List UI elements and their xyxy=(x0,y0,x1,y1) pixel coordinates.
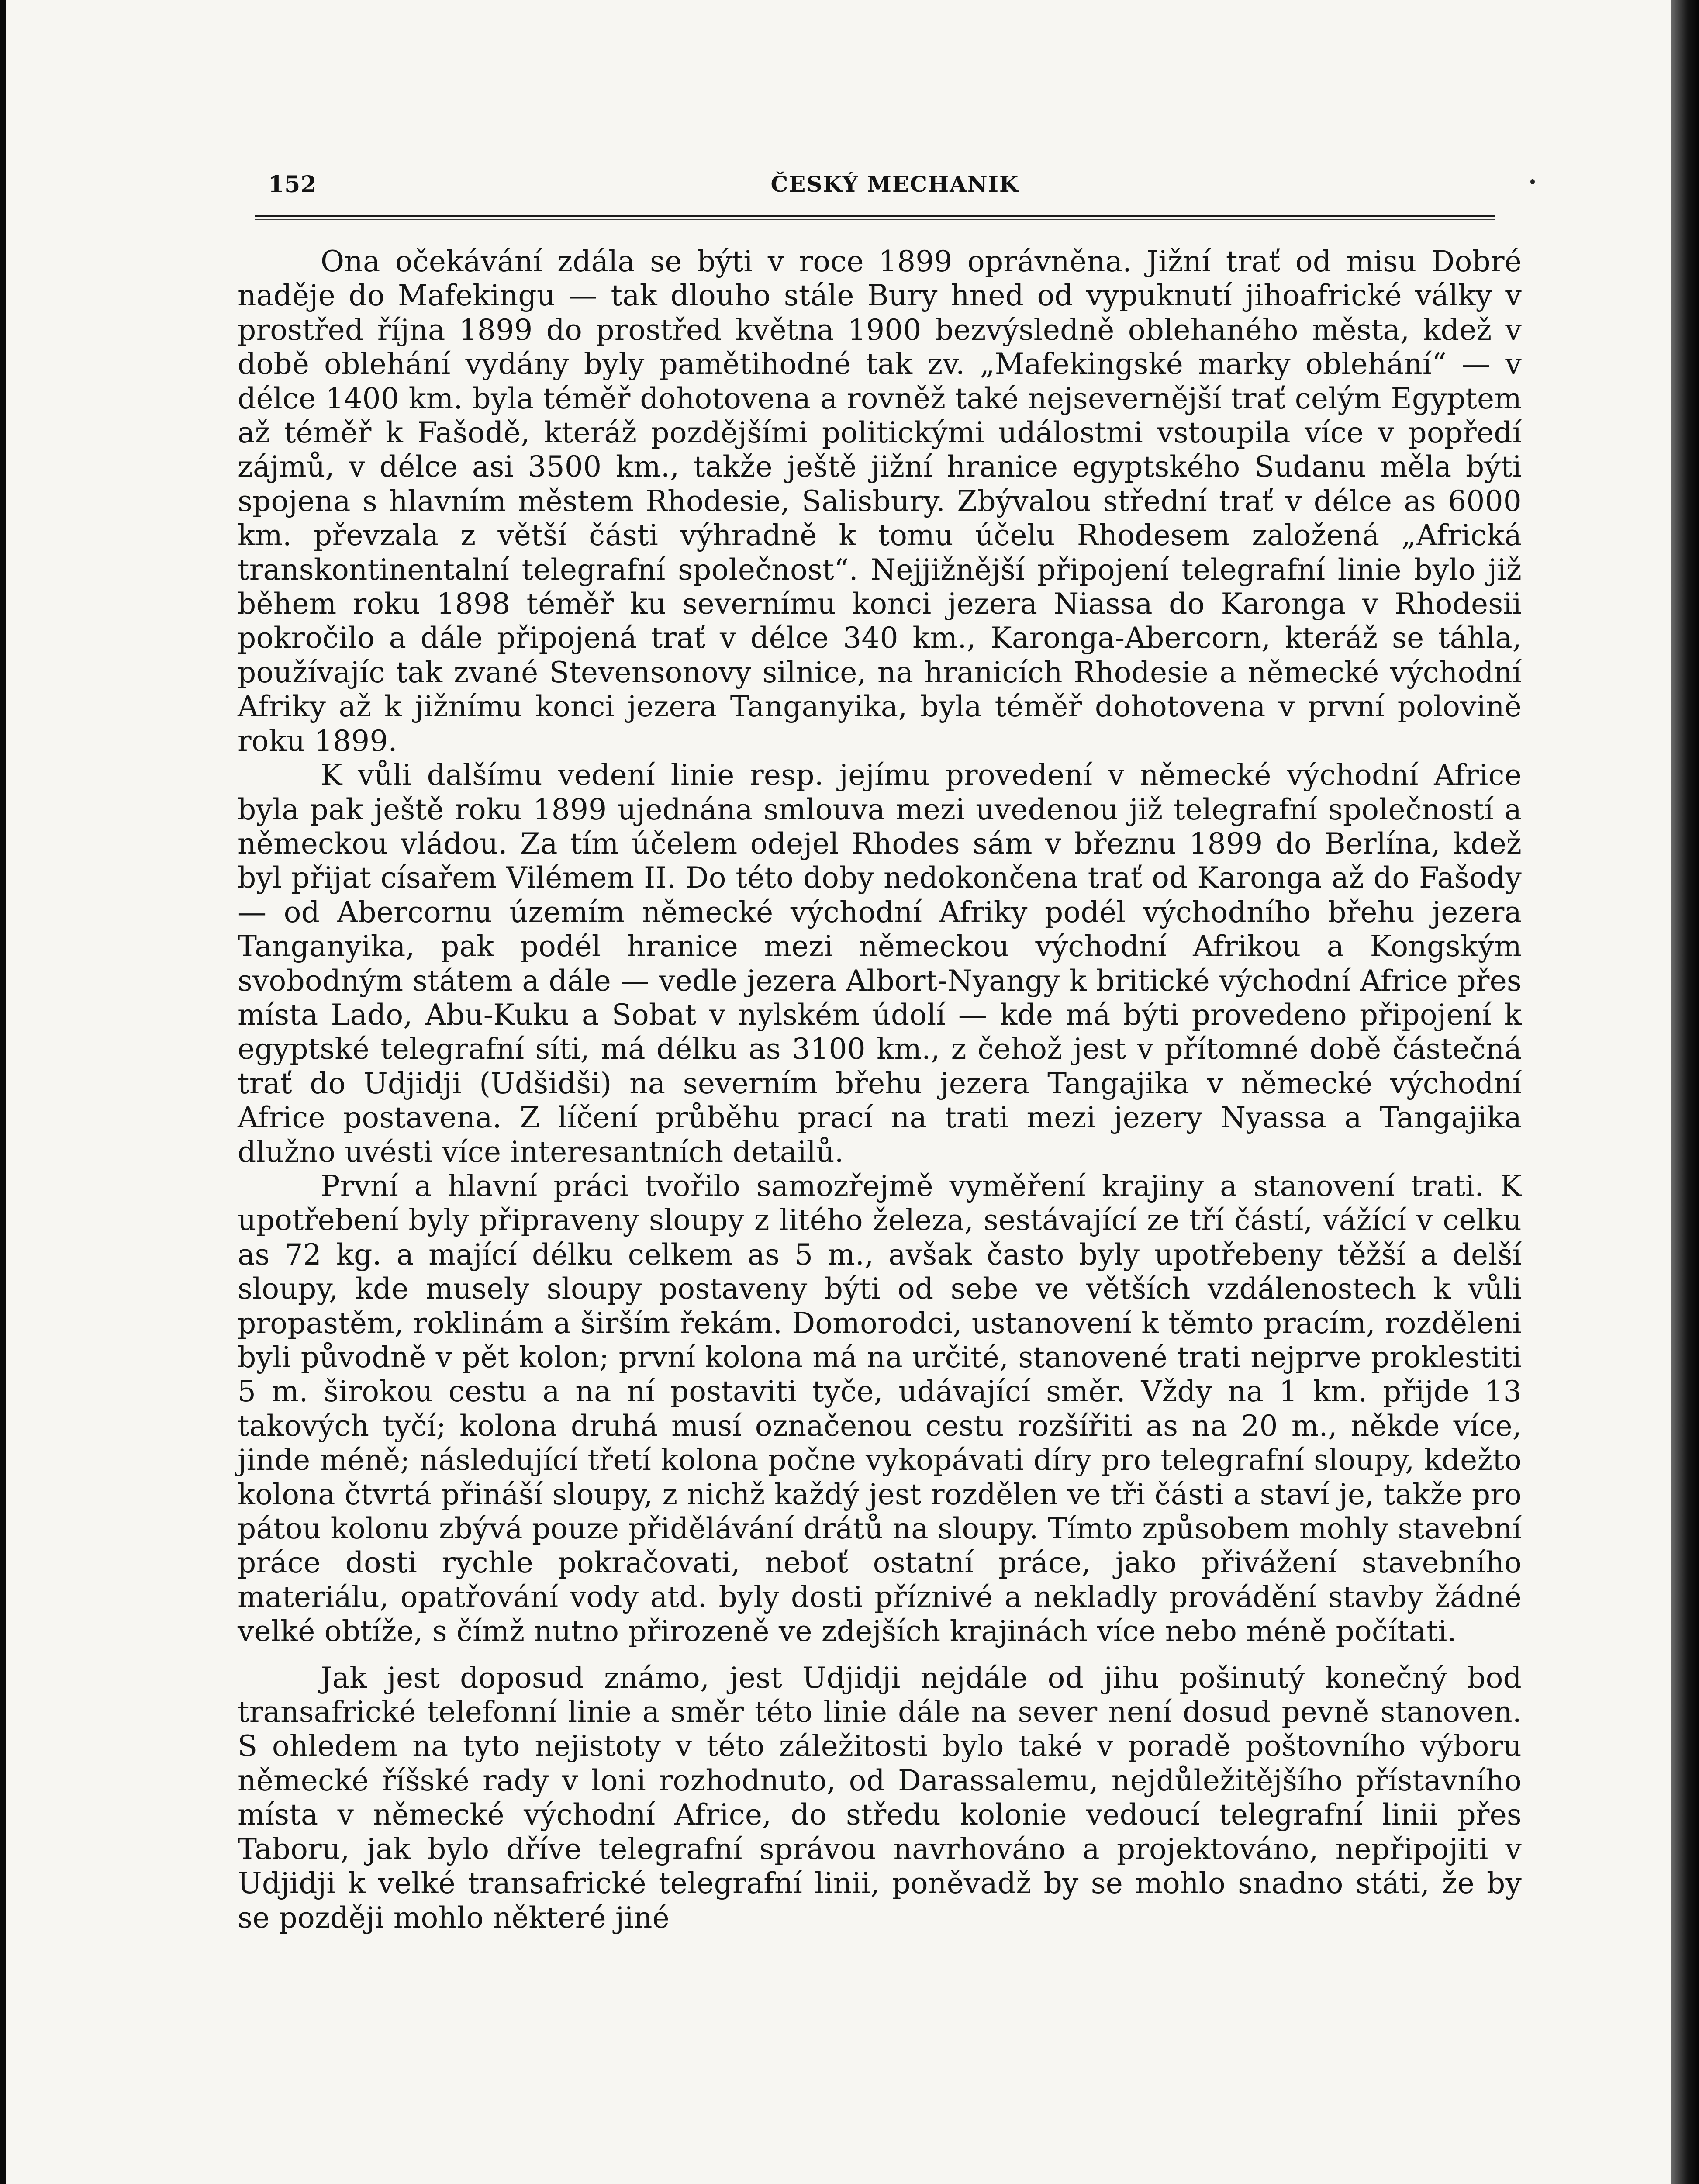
book-page xyxy=(6,0,1671,2184)
ink-speck-icon xyxy=(1530,179,1535,184)
paragraph-2: K vůli dalšímu vedení linie resp. jejímu provedení v německé východní Africe byla pak ještě roku 1899 ujednána smlouva mezi uvedenou již telegrafní společností a německou vládou. Za tím účelem odejel Rhodes sám v březnu 1899 do Berlína, kdež byl přijat císařem Vilémem II. Do této doby nedokončena trať od Karonga až do Fašody — od Abercornu územím německé východní Afriky podél východního břehu jezera Tanganyika, pak podél hranice mezi německou východní Afrikou a Kongským svobodným státem a dále — vedle jezera Albort-Nyangy k britické východní Africe přes místa Lado, Abu-Kuku a Sobat v nylském údolí — kde má býti provedeno připojení k egyptské telegrafní síti, má délku as 3100 km., z čehož jest v přítomné době částečná trať do Udjidji (Udšidši) na severním břehu jezera Tangajika v německé východní Africe postavena. Z líčení průběhu prací na trati mezi jezery Nyassa a Tangajika dlužno uvésti více interesantních detailů. xyxy=(238,758,1522,1169)
paragraph-3: První a hlavní práci tvořilo samozřejmě vyměření krajiny a stanovení trati. K upotřebení byly připraveny sloupy z litého železa, sestávající ze tří částí, vážící v celku as 72 kg. a mající délku celkem as 5 m., avšak často byly upotřebeny těžší a delší sloupy, kde musely sloupy postaveny býti od sebe ve větších vzdálenostech k vůli propastěm, roklinám a širším řekám. Domorodci, ustanovení k těmto pracím, rozděleni byli původně v pět kolon; první kolona má na určité, stanovené trati nejprve proklestiti 5 m. širokou cestu a na ní postaviti tyče, udávající směr. Vždy na 1 km. přijde 13 takových tyčí; kolona druhá musí označenou cestu rozšířiti as na 20 m., někde více, jinde méně; následující třetí kolona počne vykopávati díry pro telegrafní sloupy, kdežto kolona čtvrtá přináší sloupy, z nichž každý jest rozdělen ve tři části a staví je, takže pro pátou kolonu zbývá pouze přidělávání drátů na sloupy. Tímto způsobem mohly stavební práce dosti rychle pokračovati, neboť ostatní práce, jako přivážení stavebního materiálu, opatřování vody atd. byly dosti příznivé a nekladly provádění stavby žádné velké obtíže, s čímž nutno přirozeně ve zdejších krajinách více nebo méně počítati. xyxy=(238,1169,1522,1648)
body-text xyxy=(238,245,1522,1935)
paragraph-4: Jak jest doposud známo, jest Udjidji nejdále od jihu pošinutý konečný bod transafrické telefonní linie a směr této linie dále na sever není dosud pevně stanoven. S ohledem na tyto nejistoty v této záležitosti bylo také v poradě poštovního výboru německé říšské rady v loni rozhodnuto, od Darassalemu, nejdůležitějšího přístavního místa v německé východní Africe, do středu kolonie vedoucí telegrafní linii přes Taboru, jak bylo dříve telegrafní správou navrhováno a projektováno, nepřipojiti v Udjidji k velké transafrické telegrafní linii, poněvadž by se mohlo snadno státi, že by se později mohlo některé jiné xyxy=(238,1661,1522,1935)
page-edge-shadow xyxy=(1671,0,1699,2184)
paragraph-1: Ona očekávání zdála se býti v roce 1899 oprávněna. Jižní trať od misu Dobré naděje do Mafekingu — tak dlouho stále Bury hned od vypuknutí jihoafrické války v prostřed října 1899 do prostřed května 1900 bezvýsledně oblehaného města, kdež v době oblehání vydány byly pamětihodné tak zv. „Mafekingské marky oblehání“ — v délce 1400 km. byla téměř dohotovena a rovněž také nejsevernější trať celým Egyptem až téměř k Fašodě, kteráž pozdějšími politickými událostmi vstoupila více v popředí zájmů, v délce asi 3500 km., takže ještě jižní hranice egyptského Sudanu měla býti spojena s hlavním městem Rhodesie, Salisbury. Zbývalou střední trať v délce as 6000 km. převzala z větší části výhradně k tomu účelu Rhodesem založená „Africká transkontinentalní telegrafní společnost“. Nejjižnější připojení telegrafní linie bylo již během roku 1898 téměř ku severnímu konci jezera Niassa do Karonga v Rhodesii pokročilo a dále připojená trať v délce 340 km., Karonga-Abercorn, kteráž se táhla, používajíc tak zvané Stevensonovy silnice, na hranicích Rhodesie a německé východní Afriky až k jižnímu konci jezera Tanganyika, byla téměř dohotovena v první polovině roku 1899. xyxy=(238,245,1522,758)
page-number: 152 xyxy=(268,171,317,198)
page-header xyxy=(238,171,1552,206)
header-rule-thin xyxy=(255,219,1495,220)
header-rule xyxy=(255,215,1495,217)
running-title: ČESKÝ MECHANIK xyxy=(770,171,1019,197)
